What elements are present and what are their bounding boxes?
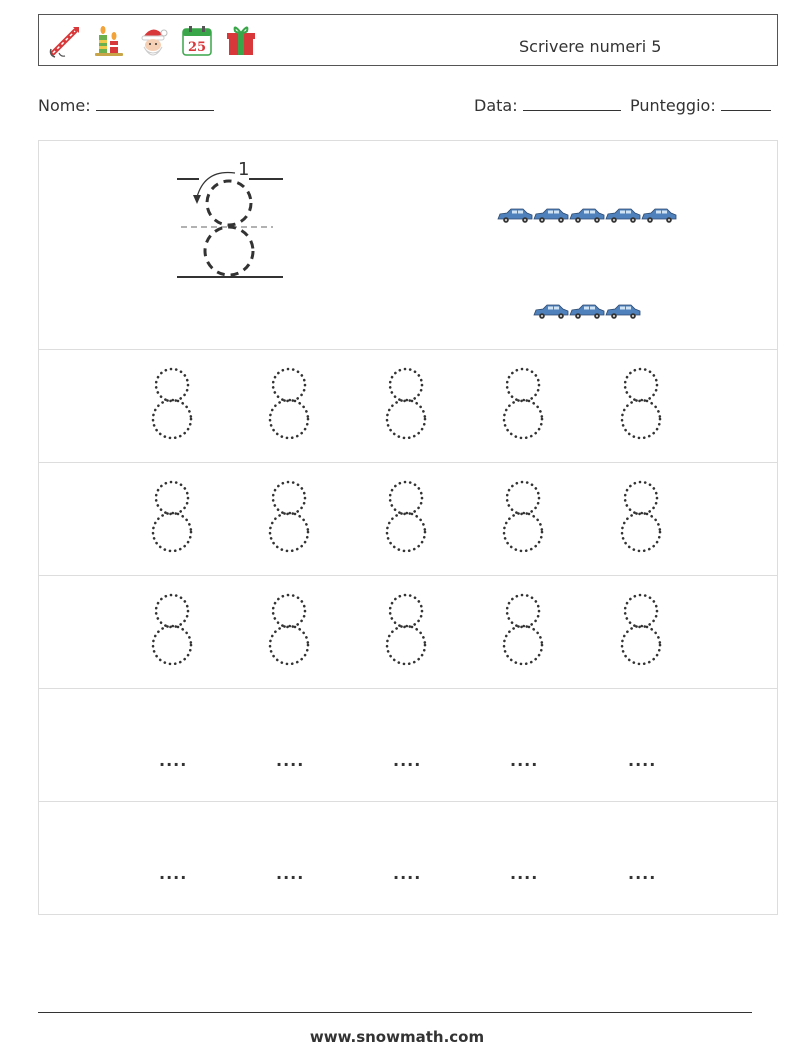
gift-box-icon bbox=[223, 23, 259, 59]
calendar-25-icon bbox=[179, 23, 215, 59]
candles-icon bbox=[91, 23, 127, 59]
dotted-digit[interactable] bbox=[500, 479, 546, 555]
stroke-start-number: 1 bbox=[238, 159, 250, 180]
car-icon bbox=[570, 209, 604, 223]
car-icon bbox=[606, 305, 640, 319]
write-blank[interactable]: .... bbox=[393, 751, 422, 770]
write-blank[interactable]: .... bbox=[159, 751, 188, 770]
dotted-digit[interactable] bbox=[149, 592, 195, 668]
car-icon bbox=[534, 209, 568, 223]
dotted-digit[interactable] bbox=[266, 479, 312, 555]
date-label: Data: bbox=[474, 96, 518, 115]
dotted-digit[interactable] bbox=[149, 366, 195, 442]
worksheet-header bbox=[38, 14, 778, 66]
trace-row bbox=[39, 575, 777, 689]
example-row bbox=[39, 141, 777, 349]
car-icon bbox=[642, 209, 676, 223]
name-label: Nome: bbox=[38, 96, 91, 115]
car-icon bbox=[570, 305, 604, 319]
dotted-digit[interactable] bbox=[618, 592, 664, 668]
date-blank[interactable] bbox=[523, 94, 621, 111]
write-blank[interactable]: .... bbox=[628, 864, 657, 883]
date-field[interactable] bbox=[474, 94, 621, 115]
car-icon bbox=[606, 209, 640, 223]
write-blank[interactable]: .... bbox=[510, 864, 539, 883]
write-blank[interactable]: .... bbox=[628, 751, 657, 770]
write-blank[interactable]: .... bbox=[159, 864, 188, 883]
write-row bbox=[39, 801, 777, 915]
write-blank[interactable]: .... bbox=[276, 751, 305, 770]
score-label: Punteggio: bbox=[630, 96, 716, 115]
write-blank[interactable]: .... bbox=[276, 864, 305, 883]
dotted-digit[interactable] bbox=[618, 479, 664, 555]
firework-rocket-icon bbox=[47, 23, 83, 59]
trace-row bbox=[39, 349, 777, 463]
name-field[interactable] bbox=[38, 94, 214, 115]
dotted-digit[interactable] bbox=[618, 366, 664, 442]
cars-top-group bbox=[497, 205, 681, 225]
dotted-digit[interactable] bbox=[383, 479, 429, 555]
dotted-digit[interactable] bbox=[383, 592, 429, 668]
footer-url[interactable]: www.snowmath.com bbox=[309, 1028, 485, 1046]
worksheet-title: Scrivere numeri 5 bbox=[519, 37, 662, 56]
dotted-digit[interactable] bbox=[149, 479, 195, 555]
dotted-digit[interactable] bbox=[383, 366, 429, 442]
car-icon bbox=[498, 209, 532, 223]
score-field[interactable] bbox=[630, 94, 771, 115]
footer-divider bbox=[38, 1012, 752, 1013]
score-blank[interactable] bbox=[721, 94, 771, 111]
dotted-digit[interactable] bbox=[500, 366, 546, 442]
write-blank[interactable]: .... bbox=[510, 751, 539, 770]
write-row bbox=[39, 688, 777, 802]
digit-stroke-guide bbox=[169, 151, 289, 281]
santa-icon bbox=[135, 23, 171, 59]
cars-bottom-group bbox=[533, 301, 645, 321]
dotted-digit[interactable] bbox=[500, 592, 546, 668]
car-icon bbox=[534, 305, 568, 319]
practice-grid bbox=[38, 140, 778, 915]
trace-row bbox=[39, 462, 777, 576]
write-blank[interactable]: .... bbox=[393, 864, 422, 883]
calendar-day: 25 bbox=[187, 40, 207, 55]
dotted-digit[interactable] bbox=[266, 366, 312, 442]
dotted-digit[interactable] bbox=[266, 592, 312, 668]
name-blank[interactable] bbox=[96, 94, 214, 111]
